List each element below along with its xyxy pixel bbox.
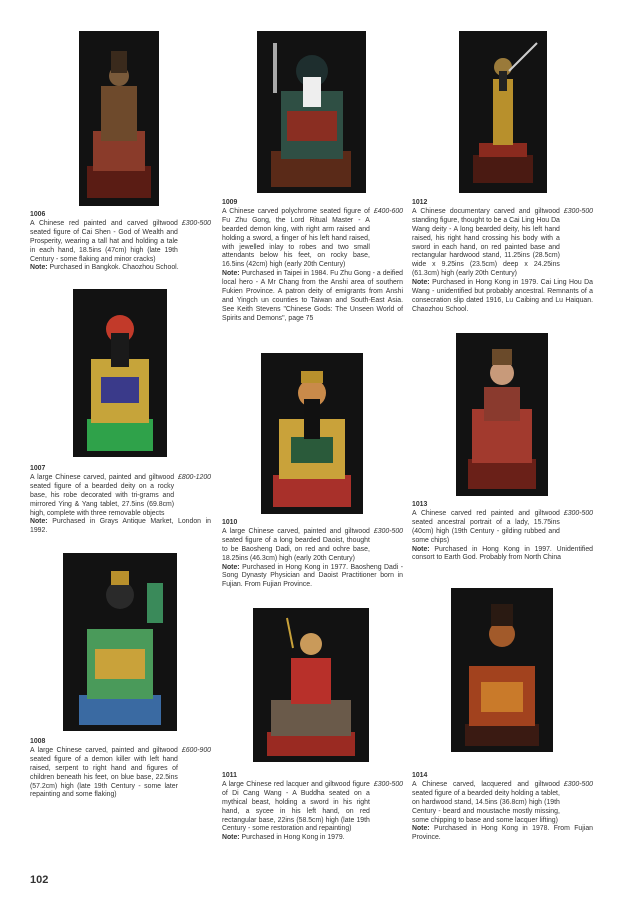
lot-1014-photo [451,588,553,752]
lot-number: 1007 [30,465,46,472]
lot-estimate: £300-500 [181,219,211,227]
lot-description: A large Chinese carved, painted and giltwood seated figure of a bearded deity on a rocky base, his robe decorated with tri-grams and mirrored Ying & Yang tablet, 27.5ins (69.8cm) high, complete with three removable objects [30,473,175,517]
lot-1008 [30,738,211,800]
lot-note: Purchased in Bangkok. Chaozhou School. [49,264,179,272]
lot-1012-photo [459,31,547,193]
lot-number: 1013 [412,501,428,508]
note-label: Note: [412,825,430,833]
lot-1006 [30,211,211,273]
lot-note: Purchased in Hong Kong in 1979. Cai Ling Hou Da Wang - unidentified but probably ancestral. Remnants of a consecration slip dated 1916, Lu Caibing and Lu Haiquan. Chaozhou School. [412,279,593,313]
lot-note: Purchased in Grays Antique Market, London in 1992. [30,518,211,535]
note-label: Note: [222,270,240,278]
lot-1009-photo [257,31,366,193]
note-label: Note: [30,264,48,272]
lot-note: Purchased in Hong Kong in 1979. [241,834,345,842]
lot-1007 [30,465,211,536]
lot-number: 1009 [222,199,238,206]
lot-estimate: £300-500 [373,780,403,788]
lot-description: A Chinese carved red painted and giltwood seated ancestral portrait of a lady, 15.75ins (40cm) high (19th Century - gilding rubbed and some chips) [412,509,560,544]
lot-1006-photo [79,31,159,206]
lot-1013 [412,501,593,563]
lot-note: Purchased in Hong Kong in 1997. Unidentified consort to Earth God. Probably from North China [412,545,593,562]
note-label: Note: [222,563,240,571]
lot-estimate: £400-600 [373,207,403,215]
lot-estimate: £800-1200 [178,473,211,481]
note-label: Note: [412,279,430,287]
lot-estimate: £300-500 [563,780,593,788]
lot-estimate: £300-500 [563,509,593,517]
lot-estimate: £600-900 [181,746,211,754]
lot-description: A large Chinese carved, painted and giltwood seated figure of a long bearded Daoist, thought to be Baosheng Dadi, on red and ochre base, 18.25ins (46.3cm) high (early 20th Century) [222,527,370,562]
lot-number: 1014 [412,772,428,779]
lot-number: 1008 [30,738,46,745]
lot-estimate: £300-500 [373,527,403,535]
lot-1009 [222,199,403,324]
lot-estimate: £300-500 [563,207,593,215]
lot-1014 [412,772,593,843]
lot-note: Purchased in Hong Kong in 1977. Baosheng Dadi - Song Dynasty Physician and Daoist Practitioner born in Fujian. From Fujian Province. [222,563,404,589]
note-label: Note: [222,834,240,842]
lot-description: A Chinese documentary carved and giltwood standing figure, thought to be a Cai Ling Hou Da Wang deity - A long bearded deity, his left hand raised, his right hand crossing his body with a sword in each hand, on red painted base and rectangular hardwood stand, 11.25ins (28.5cm) wide x 9.25ins (23.5cm) deep x 24.25ins (61.3cm) high (early 20th Century) [412,207,560,278]
lot-number: 1012 [412,199,428,206]
lot-1011 [222,772,403,843]
lot-1012 [412,199,593,315]
lot-1007-photo [73,289,167,457]
lot-1010-photo [261,353,363,514]
lot-1008-photo [63,553,177,731]
page-number: 102 [30,874,49,886]
lot-description: A Chinese carved polychrome seated figure of Fu Zhu Gong, the Lord Ritual Master - A bearded demon king, with right arm raised and holding a sword, a finger of his left hand raised, with jewelled inlay to robes and two small attendants below his feet, on rocky base, 16.5ins (42cm) high (early 20th Century) [222,207,370,269]
lot-number: 1011 [222,772,237,779]
lot-description: A Chinese carved, lacquered and giltwood seated figure of a bearded deity holding a tablet, on hardwood stand, 14.5ins (36.8cm) high (19th Century - beard and moustache mostly missing, some chipping to base and some lacquer lifting) [412,780,560,824]
lot-note: Purchased in Taipei in 1984. Fu Zhu Gong - a deified local hero - A Mr Chang from the Anshi area of southern Fukien Province. A patron deity of emigrants from Anshi and Yingch un counties to Taiwan and South-East Asia. See Keith Stevens "Chinese Gods: The Unseen World of Spirits and Demons", page 75 [222,270,403,322]
note-label: Note: [412,545,430,553]
lot-description: A Chinese red painted and carved giltwood seated figure of Cai Shen - God of Wealth and Prosperity, wearing a tall hat and holding a tale in each hand, 18.5ins (47cm) high (late 19th Century - some flaking and minor cracks) [30,219,178,263]
lot-number: 1006 [30,211,46,218]
lot-description: A large Chinese carved, painted and giltwood seated figure of a demon killer with left hand raised, serpent to right hand and figures of children beneath his feet, on blue base, 22.5ins (57.2cm) high (late 19th Century - some later repainting and some flaking) [30,746,178,799]
lot-1011-photo [253,608,369,762]
lot-note: Purchased in Hong Kong in 1978. From Fujian Province. [412,825,593,842]
note-label: Note: [30,518,48,526]
lot-1013-photo [456,333,548,496]
lot-description: A large Chinese red lacquer and giltwood figure of Di Cang Wang - A Buddha seated on a mythical beast, holding a sword in his right hand, a sycee in his left hand, on red rectangular base, 22ins (58.5cm) high (late 19th Century - some restoration and repainting) [222,780,370,833]
lot-number: 1010 [222,519,238,526]
lot-1010 [222,519,403,590]
